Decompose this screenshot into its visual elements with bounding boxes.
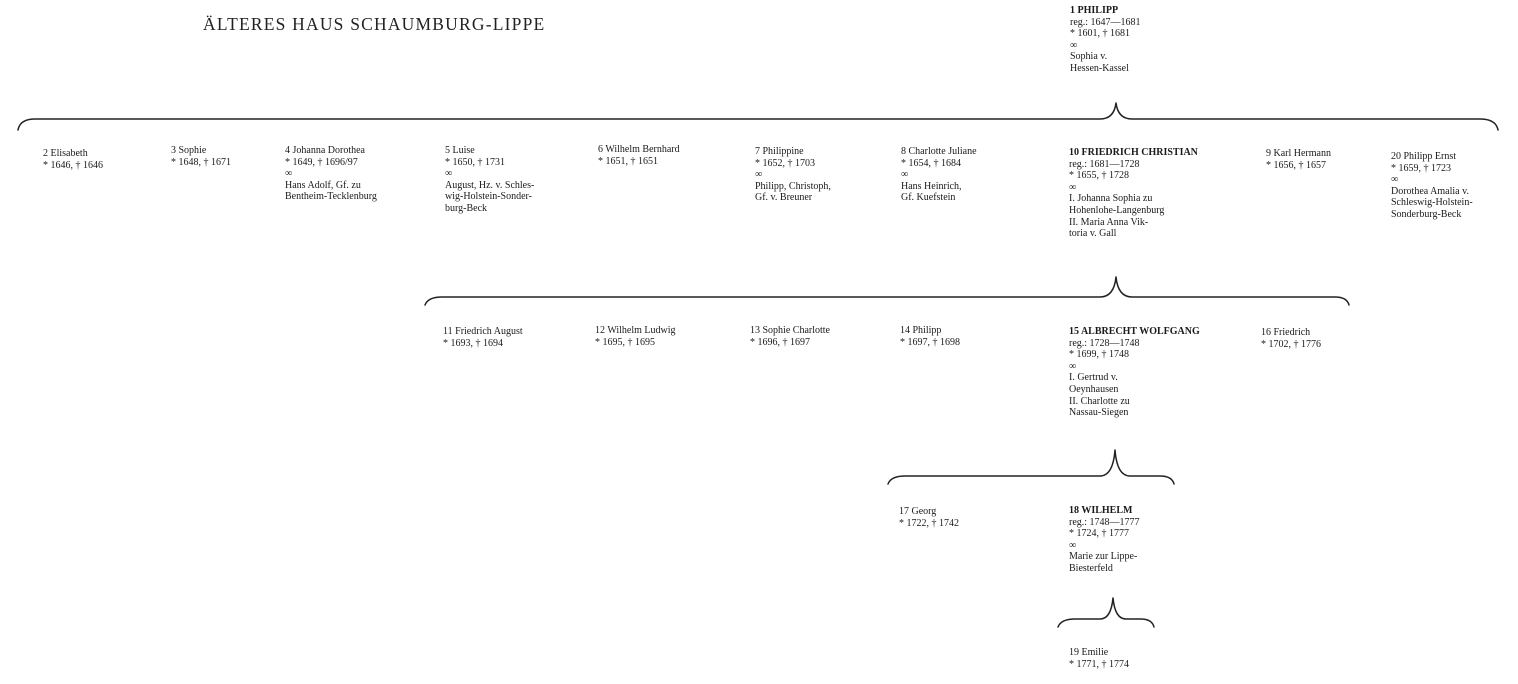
person-detail-line: reg.: 1681—1728 [1069,158,1140,170]
person-4-johanna-dorothea [285,145,377,203]
person-15-albrecht-wolfgang [1069,326,1200,419]
person-detail-line: * 1771, † 1774 [1069,658,1129,670]
person-6-wilhelm-bernhard [598,144,680,167]
person-detail-line: ∞ [285,168,293,180]
person-10-friedrich-christian [1069,147,1198,240]
person-detail-line: Sophia v. [1070,51,1108,63]
person-detail-line: * 1646, † 1646 [43,159,103,171]
person-2-elisabeth [43,148,103,171]
person-detail-line: August, Hz. v. Schles- [445,179,535,191]
person-detail-line: * 1655, † 1728 [1069,170,1129,182]
person-detail-line: Sonderburg-Beck [1391,208,1462,220]
person-detail-line: Dorothea Amalia v. [1391,185,1469,197]
person-name: 2 Elisabeth [43,148,88,159]
person-detail-line: * 1722, † 1742 [899,517,959,529]
person-name: 14 Philipp [900,325,942,336]
person-19-emilie [1069,647,1129,670]
person-detail-line: * 1648, † 1671 [171,156,231,168]
person-detail-line: ∞ [755,169,763,181]
person-detail-line: Hans Adolf, Gf. zu [285,179,361,191]
person-detail-line: ∞ [1069,539,1077,551]
person-name: 18 WILHELM [1069,505,1133,516]
person-name: 6 Wilhelm Bernhard [598,144,680,155]
person-12-wilhelm-ludwig [595,325,676,348]
person-detail-line: * 1601, † 1681 [1070,28,1130,40]
person-1-philipp [1070,5,1141,75]
person-detail-line: ∞ [1070,39,1078,51]
person-8-charlotte-juliane [901,146,977,204]
person-detail-line: Hohenlohe-Langenburg [1069,204,1165,216]
brace-generation-1 [18,103,1498,130]
person-detail-line: * 1696, † 1697 [750,336,810,348]
person-detail-line: Marie zur Lippe- [1069,551,1138,563]
person-13-sophie-charlotte [750,325,830,348]
person-detail-line: * 1702, † 1776 [1261,338,1321,350]
brace-generation-3 [888,450,1174,484]
person-17-georg [899,506,959,529]
person-14-philipp [900,325,960,348]
person-detail-line: II. Maria Anna Vik- [1069,216,1149,228]
person-detail-line: II. Charlotte zu [1069,395,1130,407]
person-name: 20 Philipp Ernst [1391,151,1457,162]
page-title: ÄLTERES HAUS SCHAUMBURG-LIPPE [203,14,546,34]
person-detail-line: reg.: 1728—1748 [1069,337,1140,349]
person-7-philippine [755,146,831,204]
person-5-luise [445,145,534,215]
person-detail-line: * 1697, † 1698 [900,336,960,348]
person-detail-line: ∞ [1391,174,1399,186]
person-name: 16 Friedrich [1261,327,1311,338]
person-detail-line: * 1654, † 1684 [901,157,961,169]
person-16-friedrich [1261,327,1321,350]
person-detail-line: ∞ [1069,181,1077,193]
person-name: 11 Friedrich August [443,326,523,337]
person-detail-line: Biesterfeld [1069,562,1113,574]
brace-generation-2 [425,277,1349,305]
person-name: 10 FRIEDRICH CHRISTIAN [1069,147,1198,158]
person-name: 19 Emilie [1069,647,1109,658]
person-detail-line: Gf. Kuefstein [901,192,956,204]
person-detail-line: Hans Heinrich, [901,180,962,192]
person-detail-line: I. Gertrud v. [1069,372,1118,384]
person-name: 5 Luise [445,145,475,156]
person-detail-line: Hessen-Kassel [1070,62,1129,74]
person-detail-line: * 1699, † 1748 [1069,349,1129,361]
person-detail-line: Bentheim-Tecklenburg [285,191,377,203]
person-detail-line: Nassau-Siegen [1069,407,1129,419]
person-detail-line: * 1656, † 1657 [1266,159,1326,171]
person-detail-line: reg.: 1647—1681 [1070,16,1141,28]
person-name: 3 Sophie [171,145,207,156]
person-detail-line: burg-Beck [445,202,488,214]
person-detail-line: * 1651, † 1651 [598,155,658,167]
person-name: 7 Philippine [755,146,804,157]
person-detail-line: * 1659, † 1723 [1391,162,1451,174]
person-detail-line: Philipp, Christoph, [755,180,831,192]
person-detail-line: ∞ [1069,360,1077,372]
person-name: 12 Wilhelm Ludwig [595,325,676,336]
person-name: 8 Charlotte Juliane [901,146,977,157]
person-detail-line: I. Johanna Sophia zu [1069,193,1153,205]
person-3-sophie [171,145,231,168]
person-9-karl-hermann [1266,148,1331,171]
person-detail-line: Gf. v. Breuner [755,192,813,204]
person-detail-line: * 1652, † 1703 [755,157,815,169]
person-name: 4 Johanna Dorothea [285,145,365,156]
person-detail-line: ∞ [901,169,909,181]
person-detail-line: * 1650, † 1731 [445,156,505,168]
person-detail-line: wig-Holstein-Sonder- [445,191,533,203]
person-18-wilhelm [1069,505,1140,575]
person-name: 13 Sophie Charlotte [750,325,830,336]
person-detail-line: * 1724, † 1777 [1069,528,1129,540]
person-detail-line: * 1649, † 1696/97 [285,156,358,168]
person-name: 1 PHILIPP [1070,5,1119,16]
person-detail-line: Schleswig-Holstein- [1391,197,1473,209]
person-11-friedrich-august [443,326,523,349]
person-detail-line: * 1695, † 1695 [595,336,655,348]
person-name: 9 Karl Hermann [1266,148,1331,159]
person-detail-line: Oeynhausen [1069,383,1119,395]
brace-generation-4 [1058,598,1154,627]
person-detail-line: toria v. Gall [1069,228,1117,240]
person-name: 17 Georg [899,506,937,517]
person-name: 15 ALBRECHT WOLFGANG [1069,326,1200,337]
person-detail-line: * 1693, † 1694 [443,337,503,349]
person-20-philipp-ernst [1391,151,1473,221]
person-detail-line: ∞ [445,168,453,180]
person-detail-line: reg.: 1748—1777 [1069,516,1140,528]
